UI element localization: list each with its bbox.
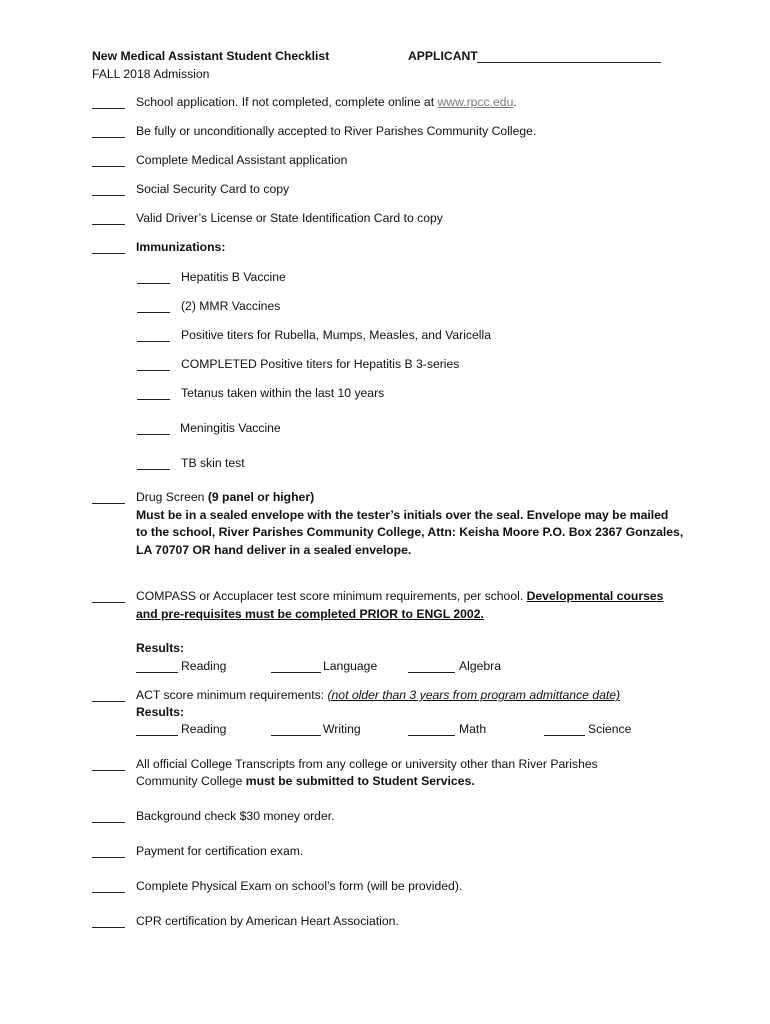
algebra-score-line[interactable] — [408, 660, 455, 673]
item-drivers-license: Valid Driver’s License or State Identification Card to copy — [136, 211, 443, 225]
item-background-check: Background check $30 money order. — [136, 809, 335, 823]
checkbox-line-physical-exam[interactable] — [92, 880, 125, 893]
document-title: New Medical Assistant Student Checklist — [92, 49, 330, 63]
checkbox-line-act[interactable] — [92, 689, 125, 702]
checkbox-line-tb[interactable] — [137, 457, 170, 470]
act-math-score-line[interactable] — [408, 723, 455, 736]
immunizations-heading: Immunizations: — [136, 240, 226, 254]
item-physical-exam: Complete Physical Exam on school’s form (will be provided). — [136, 879, 463, 893]
immunization-tb: TB skin test — [181, 456, 245, 470]
act-reading-label: Reading — [181, 722, 227, 736]
transcripts-line-1: All official College Transcripts from any college or university other than River Parishes — [136, 757, 598, 771]
applicant-name-line[interactable] — [477, 50, 661, 63]
checkbox-line-hepb-series[interactable] — [137, 358, 170, 371]
language-score-line[interactable] — [271, 660, 321, 673]
checkbox-line-payment[interactable] — [92, 845, 125, 858]
admission-term: FALL 2018 Admission — [92, 67, 210, 81]
item-payment: Payment for certification exam. — [136, 844, 304, 858]
language-label: Language — [323, 659, 378, 673]
act-writing-label: Writing — [323, 722, 361, 736]
checkbox-line-drivers-license[interactable] — [92, 212, 125, 225]
immunization-hepb: Hepatitis B Vaccine — [181, 270, 286, 284]
applicant-label: APPLICANT — [408, 49, 478, 63]
checkbox-line-school-application[interactable] — [92, 96, 125, 109]
act-reading-score-line[interactable] — [136, 723, 178, 736]
checkbox-line-cpr[interactable] — [92, 915, 125, 928]
item-accepted: Be fully or unconditionally accepted to River Parishes Community College. — [136, 124, 537, 138]
checkbox-line-immunizations[interactable] — [92, 241, 125, 254]
checkbox-line-titers[interactable] — [137, 329, 170, 342]
drug-screen-title: Drug Screen (9 panel or higher) — [136, 490, 315, 504]
act-science-label: Science — [588, 722, 632, 736]
drug-screen-note-line-3: LA 70707 OR hand deliver in a sealed envelope. — [136, 543, 412, 557]
checkbox-line-drug-screen[interactable] — [92, 491, 125, 504]
item-cpr: CPR certification by American Heart Association. — [136, 914, 399, 928]
immunization-hepb-series: COMPLETED Positive titers for Hepatitis B 3-series — [181, 357, 460, 371]
act-results-label: Results: — [136, 705, 185, 719]
checkbox-line-accepted[interactable] — [92, 125, 125, 138]
item-school-application: School application. If not completed, complete online at www.rpcc.edu. — [136, 95, 517, 109]
item-social-security: Social Security Card to copy — [136, 182, 290, 196]
checkbox-line-meningitis[interactable] — [137, 422, 170, 435]
immunization-titers: Positive titers for Rubella, Mumps, Measles, and Varicella — [181, 328, 492, 342]
compass-text-line-1: COMPASS or Accuplacer test score minimum requirements, per school. Developmental courses — [136, 589, 664, 603]
item-ma-application: Complete Medical Assistant application — [136, 153, 348, 167]
checkbox-line-ma-application[interactable] — [92, 154, 125, 167]
immunization-tetanus: Tetanus taken within the last 10 years — [181, 386, 385, 400]
compass-text-line-2: and pre-requisites must be completed PRIOR to ENGL 2002. — [136, 607, 484, 621]
checkbox-line-mmr[interactable] — [137, 300, 170, 313]
algebra-label: Algebra — [459, 659, 502, 673]
checkbox-line-hepb[interactable] — [137, 271, 170, 284]
checkbox-line-compass[interactable] — [92, 590, 125, 603]
reading-label: Reading — [181, 659, 227, 673]
immunization-meningitis: Meningitis Vaccine — [180, 421, 281, 435]
rpcc-link[interactable]: www.rpcc.edu — [437, 95, 514, 109]
checkbox-line-tetanus[interactable] — [137, 387, 170, 400]
checkbox-line-social-security[interactable] — [92, 183, 125, 196]
act-writing-score-line[interactable] — [271, 723, 321, 736]
compass-results-label: Results: — [136, 641, 185, 655]
act-science-score-line[interactable] — [544, 723, 585, 736]
act-math-label: Math — [459, 722, 487, 736]
transcripts-line-2: Community College must be submitted to Student Services. — [136, 774, 475, 788]
reading-score-line[interactable] — [136, 660, 178, 673]
drug-screen-note-line-2: to the school, River Parishes Community College, Attn: Keisha Moore P.O. Box 2367 Gonzales, — [136, 525, 684, 539]
immunization-mmr: (2) MMR Vaccines — [181, 299, 281, 313]
checkbox-line-background-check[interactable] — [92, 810, 125, 823]
act-text: ACT score minimum requirements: (not older than 3 years from program admittance date) — [136, 688, 621, 702]
drug-screen-note-line-1: Must be in a sealed envelope with the tester’s initials over the seal. Envelope may be mailed — [136, 508, 669, 522]
checkbox-line-transcripts[interactable] — [92, 758, 125, 771]
